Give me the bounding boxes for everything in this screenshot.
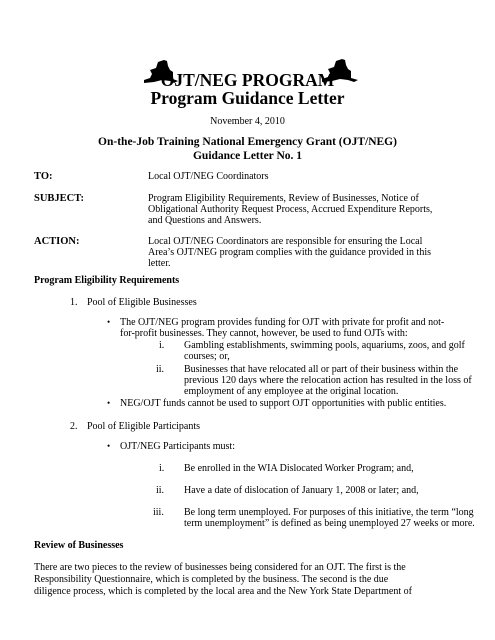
to-value: Local OJT/NEG Coordinators (148, 171, 269, 182)
letter-date: November 4, 2010 (210, 116, 285, 127)
paragraph-line: Responsibility Questionnaire, which is completed by the business. The second is the due (34, 574, 389, 585)
section-heading-eligibility: Program Eligibility Requirements (34, 275, 180, 286)
grant-subtitle: On-the-Job Training National Emergency Grant (OJT/NEG) (98, 136, 397, 148)
list-item-label: Pool of Eligible Participants (87, 421, 201, 432)
program-title: OJT/NEG PROGRAM (160, 70, 335, 90)
roman-numeral: i. (159, 340, 165, 351)
bullet: • (107, 398, 111, 408)
sub-item-text: Be enrolled in the WIA Dislocated Worker Program; and, (184, 463, 414, 474)
roman-numeral: ii. (156, 485, 165, 496)
sub-item-text: courses; or, (184, 351, 230, 362)
subject-label: SUBJECT: (34, 193, 84, 204)
paragraph-line: There are two pieces to the review of businesses being considered for an OJT. The first is the (34, 562, 406, 573)
action-line: Local OJT/NEG Coordinators are responsible for ensuring the Local (148, 236, 423, 247)
paragraph-line: diligence process, which is completed by the local area and the New York State Department of (34, 586, 412, 597)
sub-item-text: term unemployment” is defined as being unemployed 27 weeks or more. (184, 518, 475, 529)
subject-line: Obligational Authority Request Process, Accrued Expenditure Reports, (148, 204, 433, 215)
bullet-text: for-profit businesses. They cannot, however, be used to fund OJTs with: (120, 328, 408, 339)
action-line: Area’s OJT/NEG program complies with the guidance provided in this (148, 247, 431, 258)
sub-item-text: Businesses that have relocated all or part of their business within the (184, 364, 459, 375)
bullet: • (107, 441, 111, 451)
list-number: 1. (70, 297, 78, 308)
roman-numeral: iii. (153, 507, 164, 518)
sub-item-text: Have a date of dislocation of January 1, 2008 or later; and, (184, 485, 419, 496)
section-heading-review: Review of Businesses (34, 540, 124, 551)
action-label: ACTION: (34, 236, 80, 247)
bullet: • (107, 317, 111, 327)
subject-line: Program Eligibility Requirements, Review of Businesses, Notice of (148, 193, 419, 204)
guidance-number: Guidance Letter No. 1 (192, 150, 303, 162)
bullet-text: NEG/OJT funds cannot be used to support OJT opportunities with public entities. (120, 398, 447, 409)
action-line: letter. (148, 258, 171, 269)
list-item-label: Pool of Eligible Businesses (87, 297, 197, 308)
roman-numeral: ii. (156, 364, 165, 375)
sub-item-text: Gambling establishments, swimming pools, aquariums, zoos, and golf (184, 340, 465, 351)
subject-line: and Questions and Answers. (148, 215, 262, 226)
to-label: TO: (34, 171, 53, 182)
sub-item-text: previous 120 days where the relocation action has resulted in the loss of (184, 375, 472, 386)
sub-item-text: Be long term unemployed. For purposes of this initiative, the term “long (184, 507, 474, 518)
bullet-text: The OJT/NEG program provides funding for OJT with private for profit and not- (120, 317, 445, 328)
list-number: 2. (70, 421, 78, 432)
letter-title: Program Guidance Letter (150, 88, 345, 108)
bullet-text: OJT/NEG Participants must: (120, 441, 235, 452)
sub-item-text: employment of any employee at the original location. (184, 386, 399, 397)
roman-numeral: i. (159, 463, 165, 474)
